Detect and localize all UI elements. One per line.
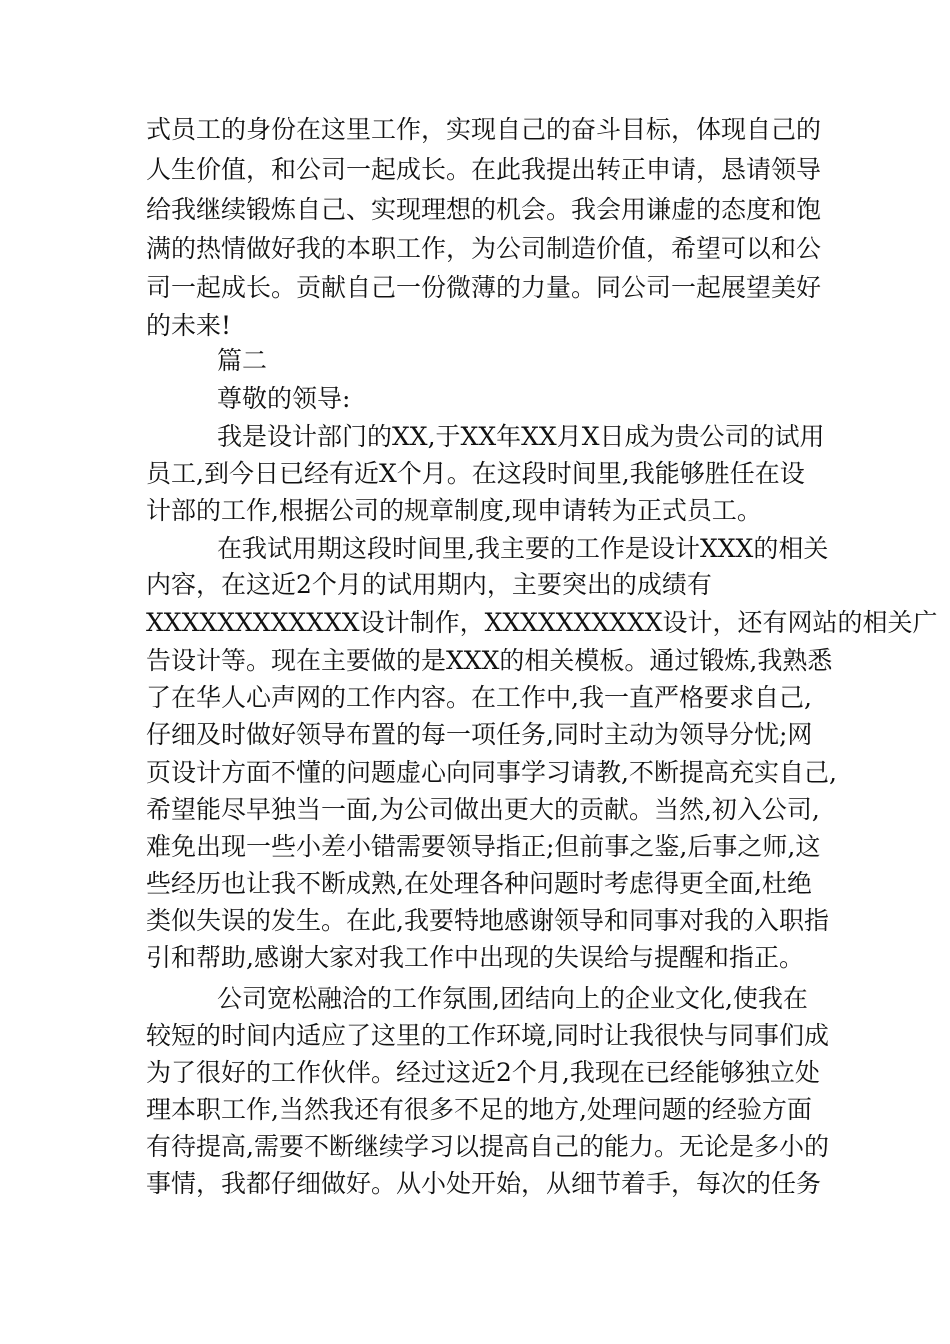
text-line: 员工,到今日已经有近X个月。在这段时间里,我能够胜任在设 — [146, 459, 805, 488]
text-line: 了在华人心声网的工作内容。在工作中,我一直严格要求自己, — [146, 683, 812, 712]
text-line: 满的热情做好我的本职工作，为公司制造价值，希望可以和公 — [146, 234, 822, 263]
text-line: 引和帮助,感谢大家对我工作中出现的失误给与提醒和指正。 — [146, 943, 804, 972]
text-line: 些经历也让我不断成熟,在处理各种问题时考虑得更全面,杜绝 — [146, 869, 812, 898]
text-line: 有待提高,需要不断继续学习以提高自己的能力。无论是多小的 — [146, 1132, 829, 1161]
text-line: 理本职工作,当然我还有很多不足的地方,处理问题的经验方面 — [146, 1095, 812, 1124]
text-line: 页设计方面不懂的问题虚心向同事学习请教,不断提高充实自己, — [146, 758, 837, 787]
section-heading: 篇二 — [217, 346, 268, 375]
text-line: 事情，我都仔细做好。从小处开始，从细节着手，每次的任务 — [146, 1169, 822, 1198]
text-line: 在我试用期这段时间里,我主要的工作是设计XXX的相关 — [217, 534, 829, 563]
text-line: 希望能尽早独当一面,为公司做出更大的贡献。当然,初入公司, — [146, 795, 820, 824]
text-line: 类似失误的发生。在此,我要特地感谢领导和同事对我的入职指 — [146, 906, 829, 935]
text-line: XXXXXXXXXXXX设计制作，XXXXXXXXXX设计，还有网站的相关广 — [146, 608, 938, 637]
text-line: 公司宽松融洽的工作氛围,团结向上的企业文化,使我在 — [217, 984, 808, 1013]
text-line: 仔细及时做好领导布置的每一项任务,同时主动为领导分忧;网 — [146, 720, 813, 749]
text-line: 的未来! — [146, 311, 232, 340]
text-line: 给我继续锻炼自己、实现理想的机会。我会用谦虚的态度和饱 — [146, 195, 822, 224]
text-line: 人生价值，和公司一起成长。在此我提出转正申请，恳请领导 — [146, 155, 822, 184]
text-line: 难免出现一些小差小错需要领导指正;但前事之鉴,后事之师,这 — [146, 832, 821, 861]
text-line: 告设计等。现在主要做的是XXX的相关模板。通过锻炼,我熟悉 — [146, 646, 833, 675]
text-line: 较短的时间内适应了这里的工作环境,同时让我很快与同事们成 — [146, 1021, 829, 1050]
text-line: 内容，在这近2个月的试用期内，主要突出的成绩有 — [146, 570, 712, 599]
text-line: 式员工的身份在这里工作，实现自己的奋斗目标，体现自己的 — [146, 115, 822, 144]
text-line: 为了很好的工作伙伴。经过这近2个月,我现在已经能够独立处 — [146, 1058, 820, 1087]
text-line: 我是设计部门的XX,于XX年XX月X日成为贵公司的试用 — [217, 422, 825, 451]
salutation: 尊敬的领导: — [217, 384, 351, 413]
text-line: 计部的工作,根据公司的规章制度,现申请转为正式员工。 — [146, 496, 762, 525]
text-line: 司一起成长。贡献自己一份微薄的力量。同公司一起展望美好 — [146, 273, 822, 302]
